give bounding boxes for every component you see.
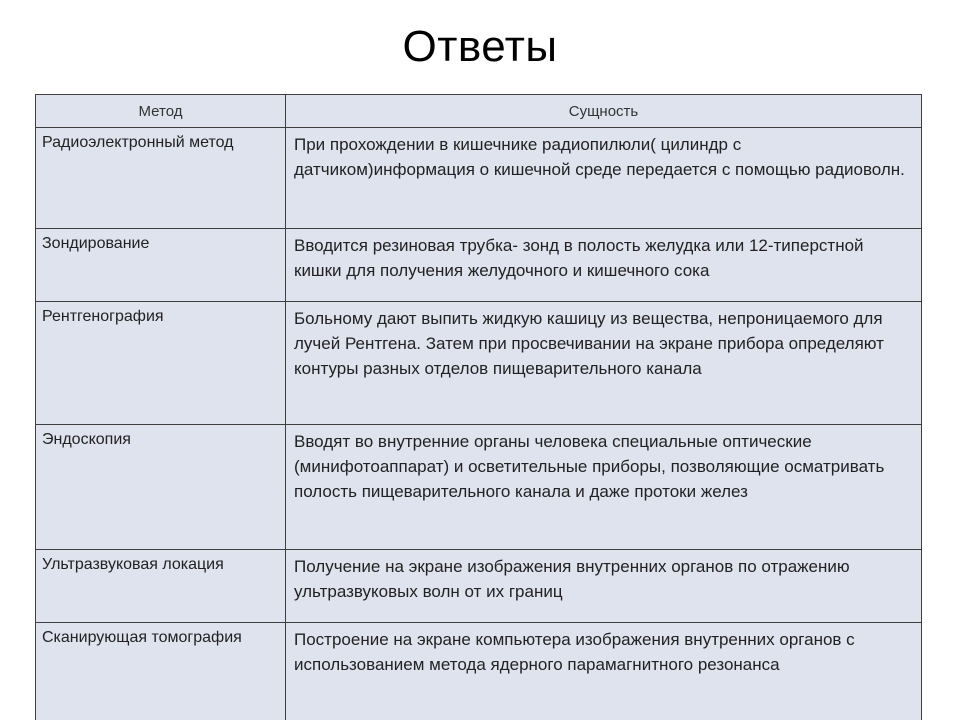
method-cell: Радиоэлектронный метод [36,128,286,229]
header-method: Метод [36,95,286,128]
method-cell: Рентгенография [36,302,286,425]
method-cell: Эндоскопия [36,425,286,550]
table-header-row [36,95,922,128]
slide-title: Ответы [402,22,558,71]
essence-cell: Построение на экране компьютера изображения внутренних органов с использованием метода ядерного парамагнитного резонанса [286,623,922,720]
method-cell: Зондирование [36,229,286,302]
table-row [36,302,922,425]
table-row [36,550,922,623]
table-row [36,623,922,720]
essence-cell: Больному дают выпить жидкую кашицу из вещества, непроницаемого для лучей Рентгена. Затем при просвечивании на экране прибора определяют контуры разных отделов пищеварительного канала [286,302,922,425]
table-row [36,425,922,550]
essence-cell: При прохождении в кишечнике радиопилюли( цилиндр с датчиком)информация о кишечной среде передается с помощью радиоволн. [286,128,922,229]
essence-cell: Вводится резиновая трубка- зонд в полость желудка или 12-типерстной кишки для получения желудочного и кишечного сока [286,229,922,302]
header-essence: Сущность [286,95,922,128]
method-cell: Сканирующая томография [36,623,286,720]
method-cell: Ультразвуковая локация [36,550,286,623]
essence-cell: Вводят во внутренние органы человека специальные оптические (минифотоаппарат) и осветительные приборы, позволяющие осматривать полость пищеварительного канала и даже протоки желез [286,425,922,550]
table-row [36,229,922,302]
essence-cell: Получение на экране изображения внутренних органов по отражению ультразвуковых волн от их границ [286,550,922,623]
answers-table [35,94,922,720]
table-row [36,128,922,229]
